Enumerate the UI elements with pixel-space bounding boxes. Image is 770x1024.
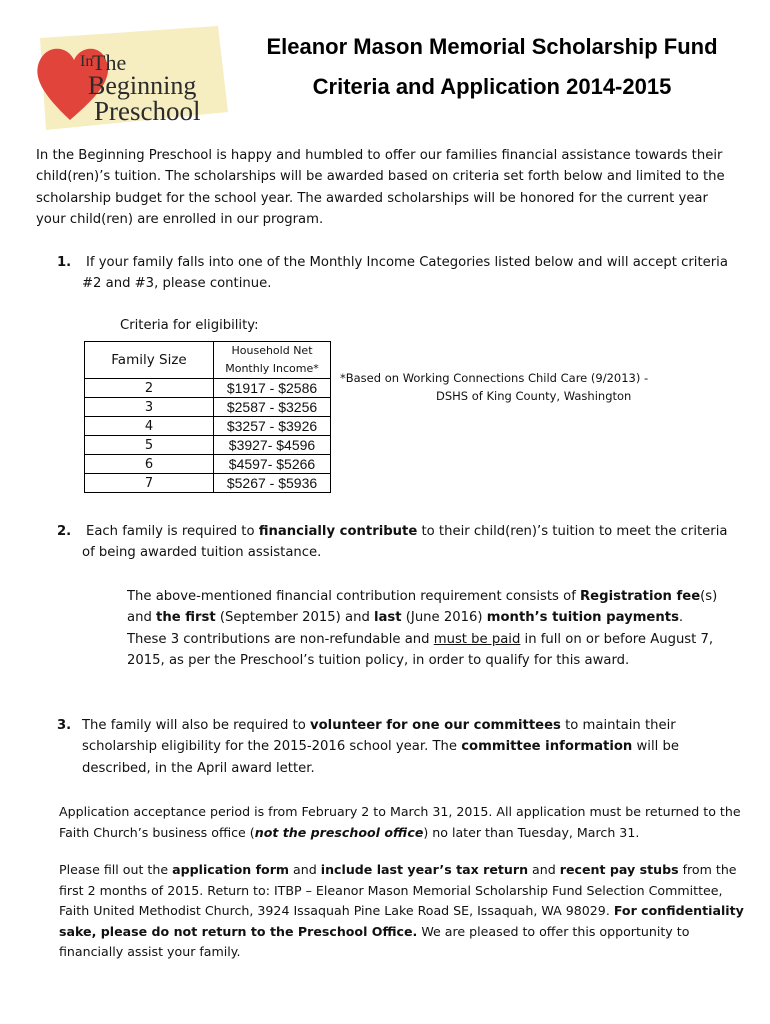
item2-text: Each family is required to financially contribute to their child(ren)’s tuition to meet the criteria of being awarded tuition assistance. bbox=[82, 524, 728, 561]
logo-text-preschool: Preschool bbox=[94, 96, 201, 126]
family-size-cell: 2 bbox=[85, 379, 214, 398]
table-row bbox=[85, 379, 331, 398]
acceptance-paragraph: Application acceptance period is from February 2 to March 31, 2015. All application must be returned to the Faith Church’s business office (not the preschool office) no later than Tuesday, March 31. bbox=[59, 804, 741, 841]
header-household-income: Household Net Monthly Income* bbox=[214, 342, 331, 379]
income-range-cell: $1917 - $2586 bbox=[214, 379, 331, 398]
logo-text-in: In bbox=[80, 53, 94, 70]
item1-number: 1. bbox=[57, 255, 72, 270]
income-range-cell: $5267 - $5936 bbox=[214, 474, 331, 493]
family-size-cell: 6 bbox=[85, 455, 214, 474]
confidentiality-notice: For confidentiality sake, please do not return to the Preschool Office. bbox=[59, 903, 744, 939]
page-title: Eleanor Mason Memorial Scholarship Fund bbox=[266, 34, 718, 59]
logo-text-beginning: Beginning bbox=[88, 71, 197, 100]
header-family-size: Family Size bbox=[85, 342, 214, 379]
table-row bbox=[85, 398, 331, 417]
item1-text: If your family falls into one of the Monthly Income Categories listed below and will accept criteria #2 and #3, please continue. bbox=[82, 255, 728, 292]
income-range-cell: $4597- $5266 bbox=[214, 455, 331, 474]
family-size-cell: 5 bbox=[85, 436, 214, 455]
table-row bbox=[85, 436, 331, 455]
preschool-logo bbox=[32, 24, 232, 132]
item2-emphasis: financially contribute bbox=[258, 524, 418, 539]
table-row bbox=[85, 455, 331, 474]
intro-paragraph: In the Beginning Preschool is happy and humbled to offer our families financial assistance towards their child(ren)’s tuition. The scholarships will be awarded based on criteria set forth below and limited to the scholarship budget for the school year. The awarded scholarships will be honored for the current year your child(ren) are enrolled in our program. bbox=[36, 148, 725, 227]
family-size-cell: 7 bbox=[85, 474, 214, 493]
item2-detail-paragraph: The above-mentioned financial contribution requirement consists of Registration fee(s) and the first (September 2015) and last (June 2016) month’s tuition payments. These 3 contributions are non-refundable and must be paid in full on or before August 7, 2015, as per the Preschool’s tuition policy, in order to qualify for this award. bbox=[127, 589, 718, 668]
page-subtitle: Criteria and Application 2014-2015 bbox=[312, 74, 672, 99]
criteria-label: Criteria for eligibility: bbox=[120, 318, 259, 333]
family-size-cell: 4 bbox=[85, 417, 214, 436]
income-range-cell: $3927- $4596 bbox=[214, 436, 331, 455]
logo-text-the: The bbox=[92, 50, 127, 75]
footnote-line2: DSHS of King County, Washington bbox=[436, 389, 632, 403]
table-row bbox=[85, 474, 331, 493]
income-footnote bbox=[340, 369, 670, 405]
item2-number: 2. bbox=[57, 524, 72, 539]
footnote-line1: *Based on Working Connections Child Care (9/2013) - bbox=[340, 371, 649, 385]
table-row bbox=[85, 417, 331, 436]
table-header-row bbox=[85, 342, 331, 379]
family-size-cell: 3 bbox=[85, 398, 214, 417]
must-be-paid-underline: must be paid bbox=[433, 631, 521, 647]
item3-text: The family will also be required to volunteer for one our committees to maintain their scholarship eligibility for the 2015-2016 school year. The committee information will be described, in the April award letter. bbox=[82, 718, 679, 776]
income-table bbox=[84, 341, 331, 493]
income-range-cell: $3257 - $3926 bbox=[214, 417, 331, 436]
instructions-paragraph: Please fill out the application form and include last year’s tax return and recent pay stubs from the first 2 months of 2015. Return to: ITBP – Eleanor Mason Memorial Scholarship Fund Selection Committee, Faith United Methodist Church, 3924 Issaquah Pine Lake Road SE, Issaquah, WA 98029. For confidentiality sake, please do not return to the Preschool Office. We are pleased to offer this opportunity to financially assist your family. bbox=[59, 862, 744, 959]
not-preschool-office: not the preschool office bbox=[254, 825, 424, 841]
income-range-cell: $2587 - $3256 bbox=[214, 398, 331, 417]
item3-number: 3. bbox=[57, 718, 72, 733]
